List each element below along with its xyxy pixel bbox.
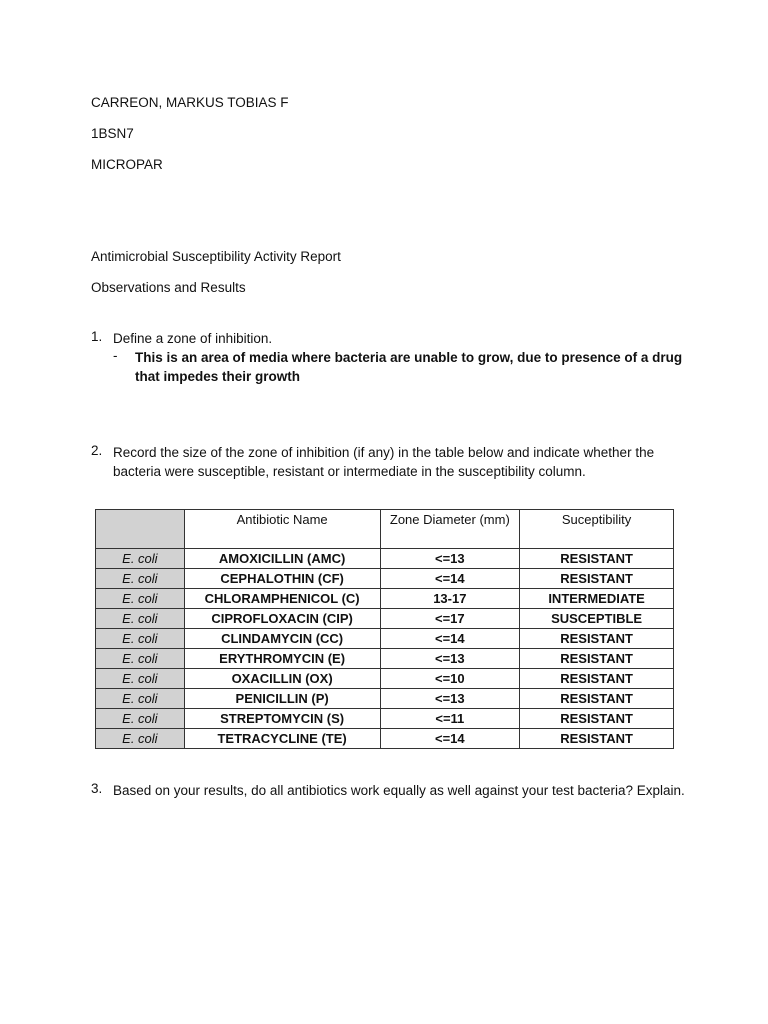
table-row <box>96 729 674 749</box>
report-subtitle: Observations and Results <box>91 280 246 295</box>
antibiotic-cell: CHLORAMPHENICOL (C) <box>184 589 380 609</box>
question-1 <box>91 329 691 348</box>
table-row <box>96 589 674 609</box>
question-3 <box>91 781 691 800</box>
zone-diameter-cell: <=10 <box>380 669 520 689</box>
organism-cell: E. coli <box>96 669 185 689</box>
antibiotic-cell: CIPROFLOXACIN (CIP) <box>184 609 380 629</box>
zone-diameter-cell: <=13 <box>380 549 520 569</box>
question-3-text: Based on your results, do all antibiotics work equally as well against your test bacteria? Explain. <box>113 783 685 798</box>
antibiotic-cell: STREPTOMYCIN (S) <box>184 709 380 729</box>
organism-cell: E. coli <box>96 589 185 609</box>
report-title: Antimicrobial Susceptibility Activity Report <box>91 249 341 264</box>
zone-diameter-cell: 13-17 <box>380 589 520 609</box>
zone-diameter-cell: <=14 <box>380 729 520 749</box>
answer-dash: - <box>113 348 118 363</box>
susceptibility-table <box>95 509 674 749</box>
antibiotic-cell: OXACILLIN (OX) <box>184 669 380 689</box>
organism-cell: E. coli <box>96 729 185 749</box>
susceptibility-cell: SUSCEPTIBLE <box>520 609 674 629</box>
organism-cell: E. coli <box>96 549 185 569</box>
susceptibility-cell: RESISTANT <box>520 569 674 589</box>
antibiotic-cell: CLINDAMYCIN (CC) <box>184 629 380 649</box>
header-antibiotic: Antibiotic Name <box>184 510 380 549</box>
antibiotic-cell: ERYTHROMYCIN (E) <box>184 649 380 669</box>
zone-diameter-cell: <=14 <box>380 629 520 649</box>
susceptibility-cell: RESISTANT <box>520 689 674 709</box>
susceptibility-cell: INTERMEDIATE <box>520 589 674 609</box>
organism-cell: E. coli <box>96 649 185 669</box>
organism-cell: E. coli <box>96 709 185 729</box>
susceptibility-cell: RESISTANT <box>520 709 674 729</box>
zone-diameter-cell: <=13 <box>380 689 520 709</box>
susceptibility-cell: RESISTANT <box>520 629 674 649</box>
question-3-number: 3. <box>91 781 103 796</box>
question-1-text: Define a zone of inhibition. <box>113 331 273 346</box>
zone-diameter-cell: <=14 <box>380 569 520 589</box>
susceptibility-cell: RESISTANT <box>520 549 674 569</box>
table-row <box>96 689 674 709</box>
question-1-number: 1. <box>91 329 103 344</box>
antibiotic-cell: PENICILLIN (P) <box>184 689 380 709</box>
subject-name: MICROPAR <box>91 157 163 172</box>
zone-diameter-cell: <=13 <box>380 649 520 669</box>
organism-cell: E. coli <box>96 689 185 709</box>
question-2 <box>91 443 691 481</box>
table-row <box>96 609 674 629</box>
header-susceptibility: Suceptibility <box>520 510 674 549</box>
question-1-answer <box>113 348 683 386</box>
question-2-text: Record the size of the zone of inhibition (if any) in the table below and indicate whether the bacteria were susceptible, resistant or intermediate in the susceptibility column. <box>113 445 655 479</box>
table-row <box>96 709 674 729</box>
susceptibility-cell: RESISTANT <box>520 669 674 689</box>
organism-cell: E. coli <box>96 569 185 589</box>
student-name: CARREON, MARKUS TOBIAS F <box>91 95 289 110</box>
question-1-answer-text: This is an area of media where bacteria are unable to grow, due to presence of a drug that impedes their growth <box>135 350 683 384</box>
susceptibility-cell: RESISTANT <box>520 729 674 749</box>
table-header-row <box>96 510 674 549</box>
table-row <box>96 649 674 669</box>
antibiotic-cell: TETRACYCLINE (TE) <box>184 729 380 749</box>
section-code: 1BSN7 <box>91 126 134 141</box>
organism-cell: E. coli <box>96 629 185 649</box>
organism-cell: E. coli <box>96 609 185 629</box>
zone-diameter-cell: <=17 <box>380 609 520 629</box>
header-organism <box>96 510 185 549</box>
table-row <box>96 669 674 689</box>
table-row <box>96 629 674 649</box>
antibiotic-cell: CEPHALOTHIN (CF) <box>184 569 380 589</box>
antibiotic-cell: AMOXICILLIN (AMC) <box>184 549 380 569</box>
zone-diameter-cell: <=11 <box>380 709 520 729</box>
header-zone: Zone Diameter (mm) <box>380 510 520 549</box>
question-2-number: 2. <box>91 443 103 458</box>
table-row <box>96 569 674 589</box>
susceptibility-cell: RESISTANT <box>520 649 674 669</box>
table-row <box>96 549 674 569</box>
